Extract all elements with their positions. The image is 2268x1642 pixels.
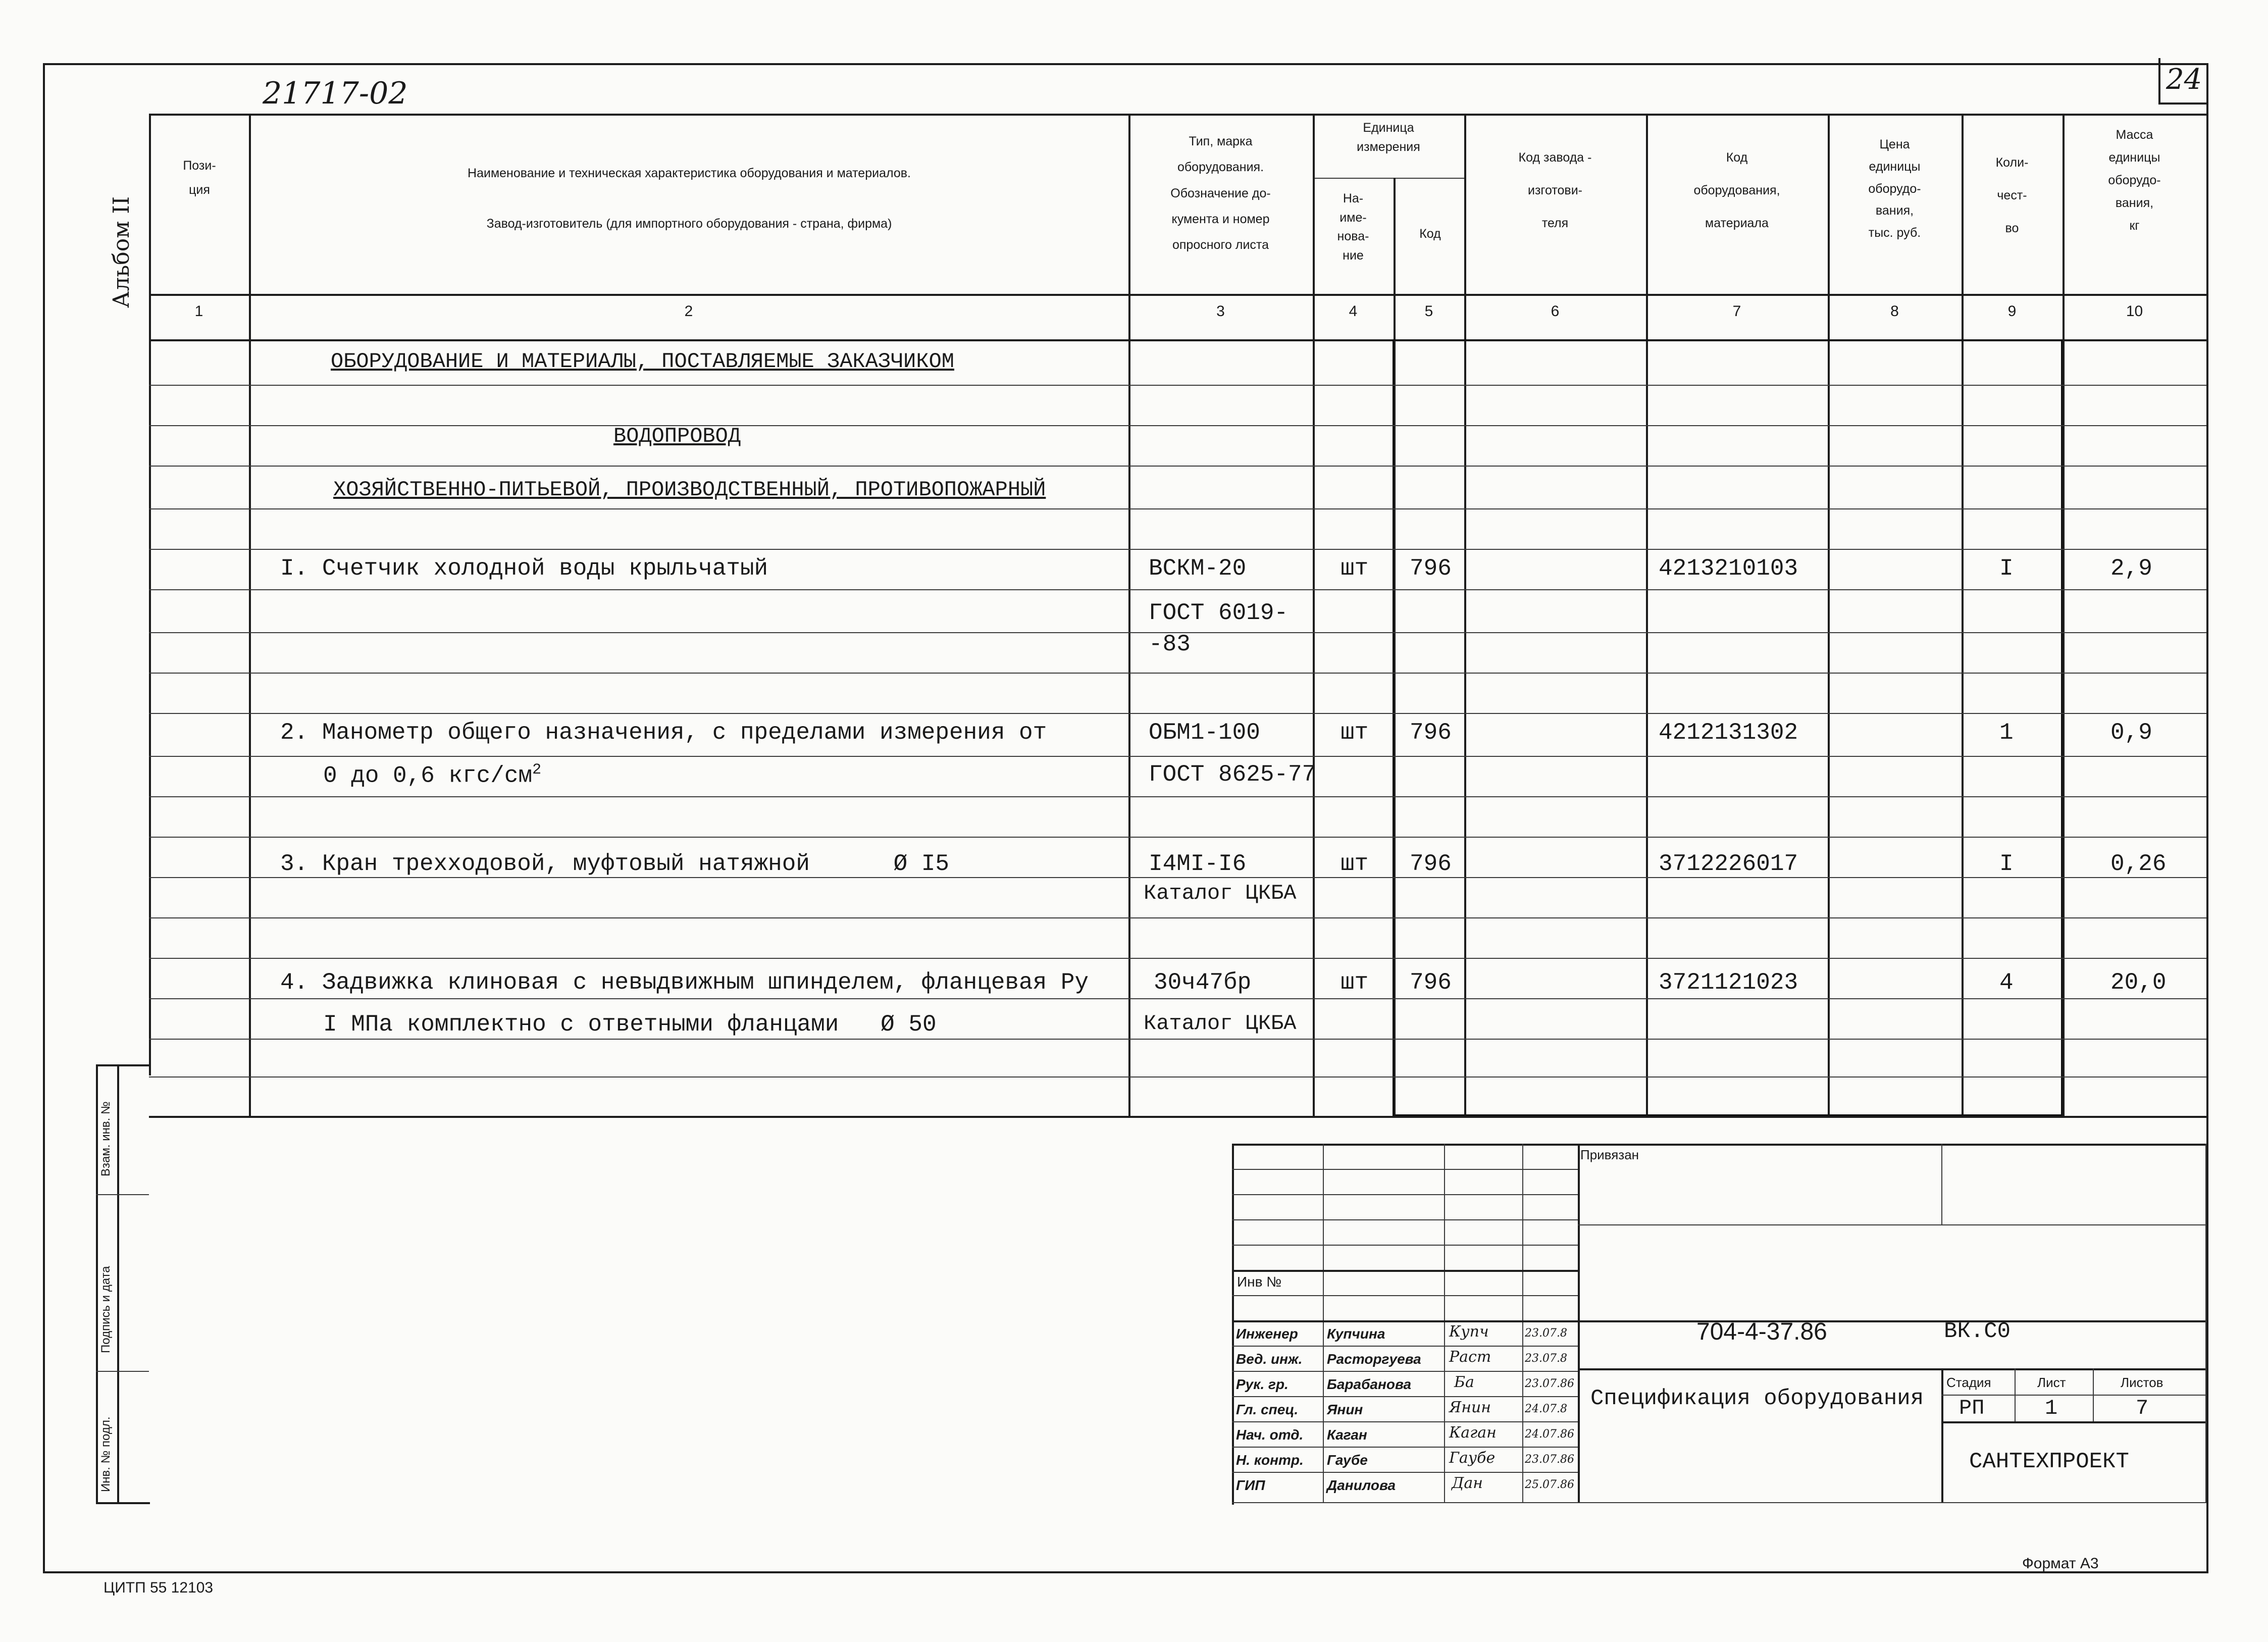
signer-1-date: 23.07.8	[1525, 1327, 1567, 1340]
stamp-doc-code: 704-4-37.86	[1696, 1318, 1827, 1345]
frame-bottom-line	[43, 1571, 2208, 1573]
stamp-stage-v1	[2015, 1368, 2016, 1421]
row-line-6	[149, 589, 2206, 590]
row-line-14	[149, 917, 2206, 918]
item-4-name-line2: I МПа комплектно с ответными фланцами Ø 50	[323, 1011, 937, 1038]
page-number-box-divider	[2158, 58, 2160, 104]
signer-4-date: 24.07.8	[1525, 1403, 1567, 1415]
stamp-row-12	[1232, 1421, 1578, 1422]
stamp-sheet-value: 1	[2045, 1396, 2058, 1420]
item-4-qty: 4	[1999, 969, 2014, 996]
item-2-mass: 0,9	[2110, 720, 2152, 746]
row-line-2	[149, 425, 2206, 426]
stamp-row-11	[1232, 1396, 1578, 1397]
signer-3-date: 23.07.86	[1525, 1377, 1574, 1390]
stamp-left-v2	[1444, 1144, 1445, 1502]
row-line-10	[149, 756, 2206, 757]
item-2-type: ОБМ1-100	[1149, 720, 1260, 746]
header-type: Тип, марка оборудования. Обозначение до- кумента и номер опросного листа	[1170, 134, 1271, 252]
row-line-9	[149, 713, 2206, 714]
sidebar-strip-line-1	[96, 1194, 149, 1195]
column-number-9: 9	[2007, 303, 2017, 320]
stamp-sheet-code: ВК.С0	[1944, 1319, 2011, 1344]
col-line-0	[149, 114, 151, 1075]
item-2-qty: 1	[1999, 720, 2014, 746]
header-name-line1: Наименование и техническая характеристика оборудования и материалов.	[468, 166, 911, 180]
signer-3-name: Барабанова	[1327, 1376, 1412, 1392]
row-line-15	[149, 958, 2206, 959]
stamp-sheets-label: Листов	[2121, 1375, 2163, 1390]
header-unit-group: Единица измерения	[1357, 121, 1420, 154]
sidebar-strip-bottom	[96, 1502, 150, 1504]
stamp-stage-header-line	[1941, 1395, 2206, 1396]
stamp-row-4	[1232, 1245, 1578, 1246]
item-1-mass: 2,9	[2110, 555, 2152, 582]
column-number-5: 5	[1424, 303, 1433, 320]
header-position: Пози- ция	[183, 159, 216, 197]
signer-5-role: Нач. отд.	[1236, 1427, 1304, 1443]
col-line-3	[1313, 114, 1315, 1117]
row-line-4	[149, 508, 2206, 509]
stamp-sheets-value: 7	[2136, 1396, 2149, 1420]
row-line-8	[149, 673, 2206, 674]
item-4-code: 3721121023	[1659, 969, 1798, 996]
header-name-line2: Завод-изготовитель (для импортного оборудования - страна, фирма)	[486, 217, 892, 231]
signer-6-name: Гаубе	[1327, 1452, 1368, 1468]
item-3-type: I4МI-I6	[1149, 851, 1247, 877]
column-number-1: 1	[194, 303, 203, 320]
album-label: Альбом II	[109, 196, 134, 308]
stamp-privyazan-bottom	[1578, 1224, 2206, 1225]
stamp-inv-no-label: Инв №	[1237, 1274, 1282, 1290]
stamp-row-6	[1232, 1295, 1578, 1296]
header-maker-code: Код завода - изготови- теля	[1518, 150, 1592, 230]
signer-4-role: Гл. спец.	[1236, 1402, 1299, 1417]
row-line-5	[149, 549, 2206, 550]
signer-1-role: Инженер	[1236, 1326, 1298, 1342]
stamp-row-3	[1232, 1219, 1578, 1220]
signer-2-name: Расторгуева	[1327, 1351, 1421, 1367]
stamp-stage-divider	[1941, 1368, 1943, 1502]
column-number-2: 2	[684, 303, 693, 320]
sidebar-strip-divider	[117, 1064, 119, 1504]
signer-1-sign: Купч	[1449, 1323, 1489, 1341]
item-3-unit: шт	[1341, 851, 1369, 877]
item-3-unit-code: 796	[1410, 851, 1452, 877]
column-number-3: 3	[1216, 303, 1225, 320]
signer-2-date: 23.07.8	[1525, 1352, 1567, 1365]
item-2-name-line2: 0 до 0,6 кгс/$см^2$	[323, 761, 542, 789]
stamp-stage-value: РП	[1959, 1396, 1985, 1420]
header-equipment-code: Код оборудования, материала	[1693, 150, 1780, 230]
row-line-13	[149, 877, 2206, 878]
signer-6-sign: Гаубе	[1449, 1449, 1496, 1467]
signer-2-sign: Раст	[1449, 1348, 1491, 1366]
row-line-11	[149, 796, 2206, 797]
row-line-16	[149, 998, 2206, 999]
sidebar-strip-top	[96, 1064, 150, 1066]
item-1-type: ВСКМ-20	[1149, 555, 1247, 582]
item-2-name: 2. Манометр общего назначения, с пределами измерения от	[280, 720, 1047, 746]
col-line-1	[249, 114, 251, 1117]
header-quantity: Коли- чест- во	[1995, 156, 2029, 235]
page-number-box-bottom	[2158, 102, 2206, 105]
stamp-row-15	[1232, 1472, 1578, 1473]
stamp-main-v	[1578, 1144, 1580, 1502]
column-number-7: 7	[1732, 303, 1741, 320]
item-1-type-line2: ГОСТ 6019-	[1149, 600, 1288, 626]
stamp-bottom-edge	[1232, 1502, 2206, 1503]
row-line-1	[149, 385, 2206, 386]
item-1-name: I. Счетчик холодной воды крыльчатый	[280, 555, 768, 582]
item-3-mass: 0,26	[2110, 851, 2167, 877]
item-3-qty: I	[1999, 851, 2014, 877]
subsection-subtitle: ХОЗЯЙСТВЕННО-ПИТЬЕВОЙ, ПРОИЗВОДСТВЕННЫЙ, ПРОТИВОПОЖАРНЫЙ	[333, 478, 1046, 502]
item-1-qty: I	[1999, 555, 2014, 582]
stamp-sheet-label: Лист	[2037, 1375, 2066, 1390]
signer-5-name: Каган	[1327, 1427, 1367, 1443]
item-4-name: 4. Задвижка клиновая с невыдвижным шпинделем, фланцевая Ру	[280, 969, 1089, 996]
header-mass: Масса единицы оборудо- вания, кг	[2108, 128, 2161, 233]
column-number-10: 10	[2126, 303, 2143, 320]
item-1-unit: шт	[1341, 555, 1369, 582]
item-4-mass: 20,0	[2110, 969, 2167, 996]
sidebar-vzam-inv: Взам. инв. №	[99, 1101, 113, 1176]
signer-3-sign: Ба	[1454, 1373, 1474, 1391]
header-unit-code: Код	[1419, 227, 1441, 241]
signer-7-name: Данилова	[1327, 1477, 1396, 1493]
item-4-unit: шт	[1341, 969, 1369, 996]
signer-4-sign: Янин	[1449, 1399, 1491, 1416]
stamp-row-10	[1232, 1371, 1578, 1372]
subsection-title: ВОДОПРОВОД	[613, 424, 741, 448]
item-3-code: 3712226017	[1659, 851, 1798, 877]
signer-7-sign: Дан	[1452, 1474, 1483, 1492]
item-1-code: 4213210103	[1659, 555, 1798, 582]
unit-subheader-line	[1313, 178, 1464, 179]
stamp-privyazan-divider	[1941, 1144, 1942, 1224]
item-4-unit-code: 796	[1410, 969, 1452, 996]
item-2-code: 4212131302	[1659, 720, 1798, 746]
stamp-left-v3	[1522, 1144, 1523, 1502]
sidebar-inv-podl: Инв. № подл.	[99, 1416, 113, 1492]
stamp-row-9	[1578, 1368, 2206, 1370]
stamp-row-1	[1232, 1169, 1578, 1170]
item-4-type: 30ч47бр	[1154, 969, 1252, 996]
item-2-unit-code: 796	[1410, 720, 1452, 746]
frame-top-line	[43, 63, 2206, 65]
section-title: ОБОРУДОВАНИЕ И МАТЕРИАЛЫ, ПОСТАВЛЯЕМЫЕ ЗАКАЗЧИКОМ	[331, 349, 955, 374]
stamp-row-8	[1232, 1346, 1578, 1347]
signer-5-sign: Каган	[1449, 1424, 1497, 1442]
header-price: Цена единицы оборудо- вания, тыс. руб.	[1868, 137, 1921, 240]
item-2-unit: шт	[1341, 720, 1369, 746]
stamp-left-v1	[1323, 1144, 1324, 1502]
signer-7-date: 25.07.86	[1525, 1478, 1574, 1491]
signer-4-name: Янин	[1327, 1402, 1363, 1417]
frame-right-line	[2206, 63, 2208, 1573]
column-number-6: 6	[1551, 303, 1560, 320]
sidebar-strip-line-2	[96, 1371, 149, 1372]
item-1-unit-code: 796	[1410, 555, 1452, 582]
item-2-type-line2: ГОСТ 8625-77	[1149, 761, 1316, 788]
footer-format: Формат А3	[2022, 1555, 2099, 1572]
stamp-row-14	[1232, 1447, 1578, 1448]
signer-3-role: Рук. гр.	[1236, 1376, 1288, 1392]
sidebar-podpis-data: Подпись и дата	[99, 1266, 113, 1353]
archive-number: 21717-02	[263, 76, 408, 111]
col-line-9	[2063, 114, 2065, 1117]
sidebar-strip-left	[96, 1064, 98, 1504]
signer-7-role: ГИП	[1236, 1477, 1265, 1493]
table-bottom-line	[149, 1116, 2206, 1118]
page-number: 24	[2166, 63, 2202, 96]
signer-5-date: 24.07.86	[1525, 1428, 1574, 1441]
table-top-line	[149, 114, 2206, 116]
header-unit-name: На- име- нова- ние	[1337, 191, 1369, 263]
stamp-row-13	[1941, 1421, 2206, 1423]
signer-2-role: Вед. инж.	[1236, 1351, 1303, 1367]
header-bottom-line	[149, 294, 2206, 296]
column-number-4: 4	[1349, 303, 1358, 320]
stamp-org: САНТЕХПРОЕКТ	[1969, 1449, 2129, 1474]
stamp-row-5	[1232, 1270, 1578, 1272]
signer-6-role: Н. контр.	[1236, 1452, 1304, 1468]
stamp-doc-title: Спецификация оборудования	[1590, 1386, 1924, 1411]
column-number-8: 8	[1890, 303, 1899, 320]
stamp-privyazan-label: Привязан	[1580, 1147, 1639, 1162]
row-line-3	[149, 466, 2206, 467]
item-4-type-line2: Каталог ЦКБА	[1144, 1011, 1297, 1036]
item-1-type-line3: -83	[1149, 631, 1191, 657]
stamp-stage-label: Стадия	[1946, 1375, 1991, 1390]
item-3-type-line2: Каталог ЦКБА	[1144, 881, 1297, 905]
signer-6-date: 23.07.86	[1525, 1453, 1574, 1466]
row-line-18	[149, 1076, 2206, 1077]
stamp-row-2	[1232, 1194, 1578, 1195]
frame-left-line	[43, 63, 45, 1573]
footer-left-code: ЦИТП 55 12103	[104, 1579, 214, 1596]
signer-1-name: Купчина	[1327, 1326, 1385, 1342]
row-line-12	[149, 837, 2206, 838]
stamp-right-edge	[2205, 1144, 2206, 1502]
row-line-17	[149, 1039, 2206, 1040]
item-3-name: 3. Кран трехходовой, муфтовый натяжной Ø I5	[280, 851, 950, 877]
stamp-stage-v2	[2093, 1368, 2094, 1421]
col-line-2	[1128, 114, 1130, 1117]
